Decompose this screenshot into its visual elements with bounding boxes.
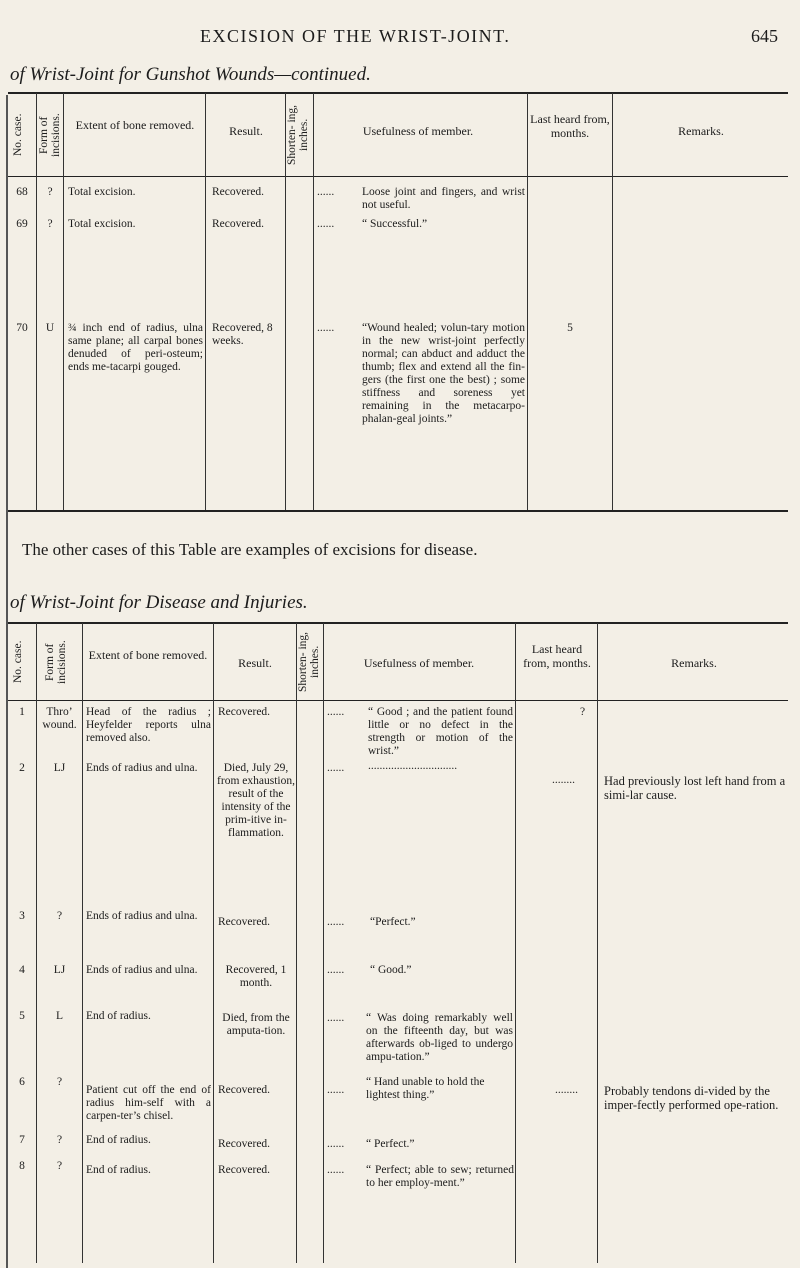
t2-r7-no: 7	[19, 1134, 25, 1146]
t2-col-line	[82, 623, 83, 1263]
t2-col-line	[296, 623, 297, 1263]
t1-header-last-heard: Last heard from, months.	[530, 112, 610, 140]
t2-r6-form: ?	[56, 1076, 63, 1088]
t1-header-no-case: No. case.	[12, 113, 24, 157]
t1-r3-result: Recovered, 8 weeks.	[212, 322, 273, 347]
t1-r3-form: U	[45, 322, 55, 334]
t1-r2-result: Recovered.	[212, 218, 265, 230]
t1-header-usefulness: Usefulness of member.	[362, 124, 474, 138]
t1-r2-usefulness: “ Successful.”	[362, 218, 428, 230]
t2-header-shortening: Shorten- ing, inches.	[297, 631, 321, 693]
t2-r5-form: L	[55, 1010, 64, 1022]
page-number: 645	[751, 26, 778, 46]
table1-bottom-rule	[8, 510, 788, 512]
t2-r4-short: ......	[327, 964, 345, 976]
t2-r4-usefulness: “ Good.”	[370, 964, 412, 976]
t1-r3-no: 70	[16, 322, 28, 334]
t2-r5-result: Died, from the amputa-tion.	[222, 1012, 290, 1037]
table2-header-rule	[8, 700, 788, 701]
t2-header-extent: Extent of bone removed.	[88, 648, 208, 662]
t2-r7-short: ......	[327, 1138, 345, 1150]
t1-r1-result: Recovered.	[212, 186, 265, 198]
t1-r2-extent: Total excision.	[68, 218, 136, 230]
t1-col-line	[205, 93, 206, 510]
running-title: EXCISION OF THE WRIST-JOINT.	[200, 26, 511, 46]
t2-r1-usefulness: “ Good ; and the patient found little or no defect in the strength or motion of the wrist.”	[368, 706, 513, 757]
t2-header-result: Result.	[238, 656, 272, 670]
note-other-cases: The other cases of this Table are examples of excisions for disease.	[22, 540, 478, 559]
t1-r2-form: ?	[47, 218, 53, 230]
t2-r3-extent: Ends of radius and ulna.	[86, 910, 198, 922]
t1-r1-extent: Total excision.	[68, 186, 136, 198]
t2-r2-last: ........	[552, 774, 575, 786]
t1-col-line	[527, 93, 528, 510]
t1-r3-short: ......	[317, 322, 335, 334]
t2-header-usefulness: Usefulness of member.	[363, 656, 475, 670]
t1-col-line	[612, 93, 613, 510]
t2-r2-no: 2	[19, 762, 25, 774]
t2-header-no-case: No. case.	[12, 640, 24, 684]
t2-r7-result: Recovered.	[218, 1138, 271, 1150]
t2-header-remarks: Remarks.	[671, 656, 717, 670]
t1-r2-no: 69	[16, 218, 28, 230]
t2-r1-last: ?	[580, 706, 586, 718]
t2-r1-extent: Head of the radius ; Heyfelder reports ulna removed also.	[86, 706, 211, 744]
t2-r3-short: ......	[327, 916, 345, 928]
t2-r4-result: Recovered, 1 month.	[225, 964, 287, 989]
t2-r3-usefulness: “Perfect.”	[370, 916, 416, 928]
t2-header-form: Form of incisions.	[44, 640, 68, 684]
t2-r7-usefulness: “ Perfect.”	[366, 1138, 415, 1150]
t2-r8-form: ?	[56, 1160, 63, 1172]
t2-r8-no: 8	[19, 1160, 25, 1172]
t2-col-line	[515, 623, 516, 1263]
t1-r1-no: 68	[16, 186, 28, 198]
t1-col-line	[63, 93, 64, 510]
t2-r6-short: ......	[327, 1084, 345, 1096]
t2-r3-result: Recovered.	[218, 916, 271, 928]
t1-r1-short: ......	[317, 186, 335, 198]
t1-r1-usefulness: Loose joint and fingers, and wrist not useful.	[362, 186, 525, 211]
t2-r8-short: ......	[327, 1164, 345, 1176]
table1-top-rule	[8, 92, 788, 94]
t1-r1-form: ?	[47, 186, 53, 198]
t1-r3-usefulness: “Wound healed; volun-tary motion in the new wrist-joint perfectly normal; can abduct and adduct the thumb; flex and extend all the fin-gers (the first one the best) ; some stiffness and soreness yet remaining in the metacarpo-phalan-geal joints.”	[362, 322, 525, 425]
t2-r6-last: ........	[555, 1084, 578, 1096]
t2-r6-remarks: Probably tendons di-vided by the imper-fectly performed ope-ration.	[604, 1084, 779, 1112]
t2-r7-form: ?	[56, 1134, 63, 1146]
t1-header-shortening: Shorten- ing, inches.	[286, 104, 310, 166]
t1-r2-short: ......	[317, 218, 335, 230]
table2-top-rule	[8, 622, 788, 624]
t2-r8-extent: End of radius.	[86, 1164, 151, 1176]
t2-r8-result: Recovered.	[218, 1164, 271, 1176]
t2-r6-no: 6	[19, 1076, 25, 1088]
t2-col-line	[597, 623, 598, 1263]
t1-r3-last: 5	[567, 322, 573, 334]
table2-title: of Wrist-Joint for Disease and Injuries.	[10, 592, 308, 613]
t2-header-last-heard: Last heard from, months.	[523, 642, 591, 670]
t2-r4-form: LJ	[53, 964, 66, 976]
t2-r6-extent: Patient cut off the end of radius him-self with a carpen-ter’s chisel.	[86, 1084, 211, 1122]
t1-header-result: Result.	[229, 124, 263, 138]
t2-r4-extent: Ends of radius and ulna.	[86, 964, 198, 976]
t2-col-line	[323, 623, 324, 1263]
t2-r4-no: 4	[19, 964, 25, 976]
t2-r1-form: Thro’ wound.	[42, 706, 77, 731]
t1-header-form: Form of incisions.	[38, 113, 62, 157]
t2-r2-form: LJ	[53, 762, 66, 774]
running-header	[0, 26, 800, 54]
t1-header-extent: Extent of bone removed.	[75, 118, 195, 132]
t1-col-line	[36, 93, 37, 510]
t2-col-line	[213, 623, 214, 1263]
table1-header-rule	[8, 176, 788, 177]
table1-title: of Wrist-Joint for Gunshot Wounds—continued.	[10, 64, 371, 85]
t2-r6-result: Recovered.	[218, 1084, 271, 1096]
t2-r2-remarks: Had previously lost left hand from a simi-lar cause.	[604, 774, 786, 802]
t2-r1-short: ......	[327, 706, 345, 718]
t2-r2-extent: Ends of radius and ulna.	[86, 762, 198, 774]
t2-r3-form: ?	[56, 910, 63, 922]
t2-r1-result: Recovered.	[218, 706, 271, 718]
t2-r5-no: 5	[19, 1010, 25, 1022]
t2-r2-usefulness: ...............................	[368, 760, 458, 772]
t2-r1-no: 1	[19, 706, 25, 718]
t2-r7-extent: End of radius.	[86, 1134, 151, 1146]
t2-r3-no: 3	[19, 910, 25, 922]
t2-r5-short: ......	[327, 1012, 345, 1024]
t2-r2-result: Died, July 29, from exhaustion, result of the intensity of the prim-itive in-flammation.	[217, 762, 295, 839]
t2-r6-usefulness: “ Hand unable to hold the lightest thing.”	[366, 1076, 485, 1101]
t1-header-remarks: Remarks.	[678, 124, 724, 138]
t1-r3-extent: ¾ inch end of radius, ulna same plane; all carpal bones denuded of peri-osteum; ends me-tacarpi gouged.	[68, 322, 203, 373]
t1-col-line	[313, 93, 314, 510]
t2-r2-short: ......	[327, 762, 345, 774]
page-gutter-line	[6, 95, 8, 1268]
t2-r8-usefulness: “ Perfect; able to sew; returned to her employ-ment.”	[366, 1164, 514, 1189]
t2-r5-extent: End of radius.	[86, 1010, 151, 1022]
t2-r5-usefulness: “ Was doing remarkably well on the fifteenth day, but was afterwards ob-liged to undergo ampu-tation.”	[366, 1012, 513, 1063]
